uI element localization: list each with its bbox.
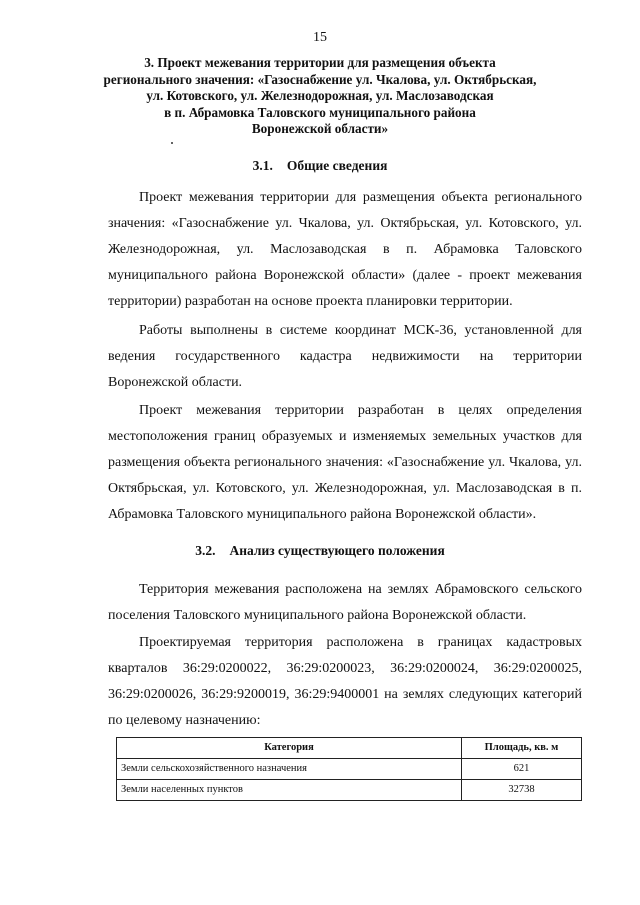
table-row: [117, 780, 582, 801]
table-header-row: [117, 738, 582, 759]
title-line: регионального значения: «Газоснабжение ул. Чкалова, ул. Октябрьская,: [103, 71, 537, 87]
paragraph-line: 36:29:0200026, 36:29:9200019, 36:29:9400001 на землях следующих категорий: [108, 687, 582, 702]
section-heading-analysis: [0, 543, 640, 559]
paragraph: Работы выполнены в системе координат МСК-36, установленной для ведения государственного кадастра недвижимости на территории Воронежской области.: [108, 323, 582, 390]
title-line: Воронежской области»: [251, 121, 389, 137]
paragraph: Территория межевания расположена на землях Абрамовского сельского поселения Таловского муниципального района Воронежской области.: [108, 582, 582, 623]
table-cell-category: Земли населенных пунктов: [117, 780, 462, 801]
table-row: [117, 759, 582, 780]
paragraph: Проект межевания территории для размещения объекта регионального значения: «Газоснабжение ул. Чкалова, ул. Октябрьская, ул. Котовского, ул. Железнодорожная, ул. Маслозаводская в п. Абрамовка Таловского муниципального района Воронежской области» (далее - проект межевания территории) разработан на основе проекта планировки территории.: [108, 190, 582, 309]
page-number: 15: [313, 30, 327, 45]
land-category-table: [116, 737, 582, 801]
paragraph: Проект межевания территории разработан в целях определения местоположения границ образуемых и изменяемых земельных участков для размещения объекта регионального значения: «Газоснабжение ул. Чкалова, ул. Октябрьская, ул. Котовского, ул. Железнодорожная, ул. Маслозаводская в п. Абрамовка Таловского муниципального района Воронежской области».: [108, 403, 582, 522]
section-heading-general: [0, 158, 640, 174]
section-number: 3.2.: [195, 543, 216, 558]
scan-dot: [171, 142, 173, 144]
title-line: в п. Абрамовка Таловского муниципального района: [164, 104, 476, 120]
section-title: Анализ существующего положения: [229, 543, 445, 558]
column-header-category: Категория: [117, 738, 462, 759]
section-title: Общие сведения: [286, 158, 388, 173]
title-line: 3. Проект межевания территории для размещения объекта: [144, 55, 496, 70]
section-number: 3.1.: [252, 158, 273, 173]
table-cell-area: 621: [462, 759, 582, 780]
paragraph: [108, 630, 582, 734]
paragraph-line: Проектируемая территория расположена в границах кадастровых: [139, 635, 582, 650]
document-title: [100, 55, 540, 138]
table-cell-area: 32738: [462, 780, 582, 801]
table-cell-category: Земли сельскохозяйственного назначения: [117, 759, 462, 780]
paragraph-line: по целевому назначению:: [108, 713, 261, 728]
paragraph-line: кварталов 36:29:0200022, 36:29:0200023, 36:29:0200024, 36:29:0200025,: [108, 661, 582, 676]
column-header-area: Площадь, кв. м: [462, 738, 582, 759]
title-line: ул. Котовского, ул. Железнодорожная, ул. Маслозаводская: [146, 88, 494, 104]
